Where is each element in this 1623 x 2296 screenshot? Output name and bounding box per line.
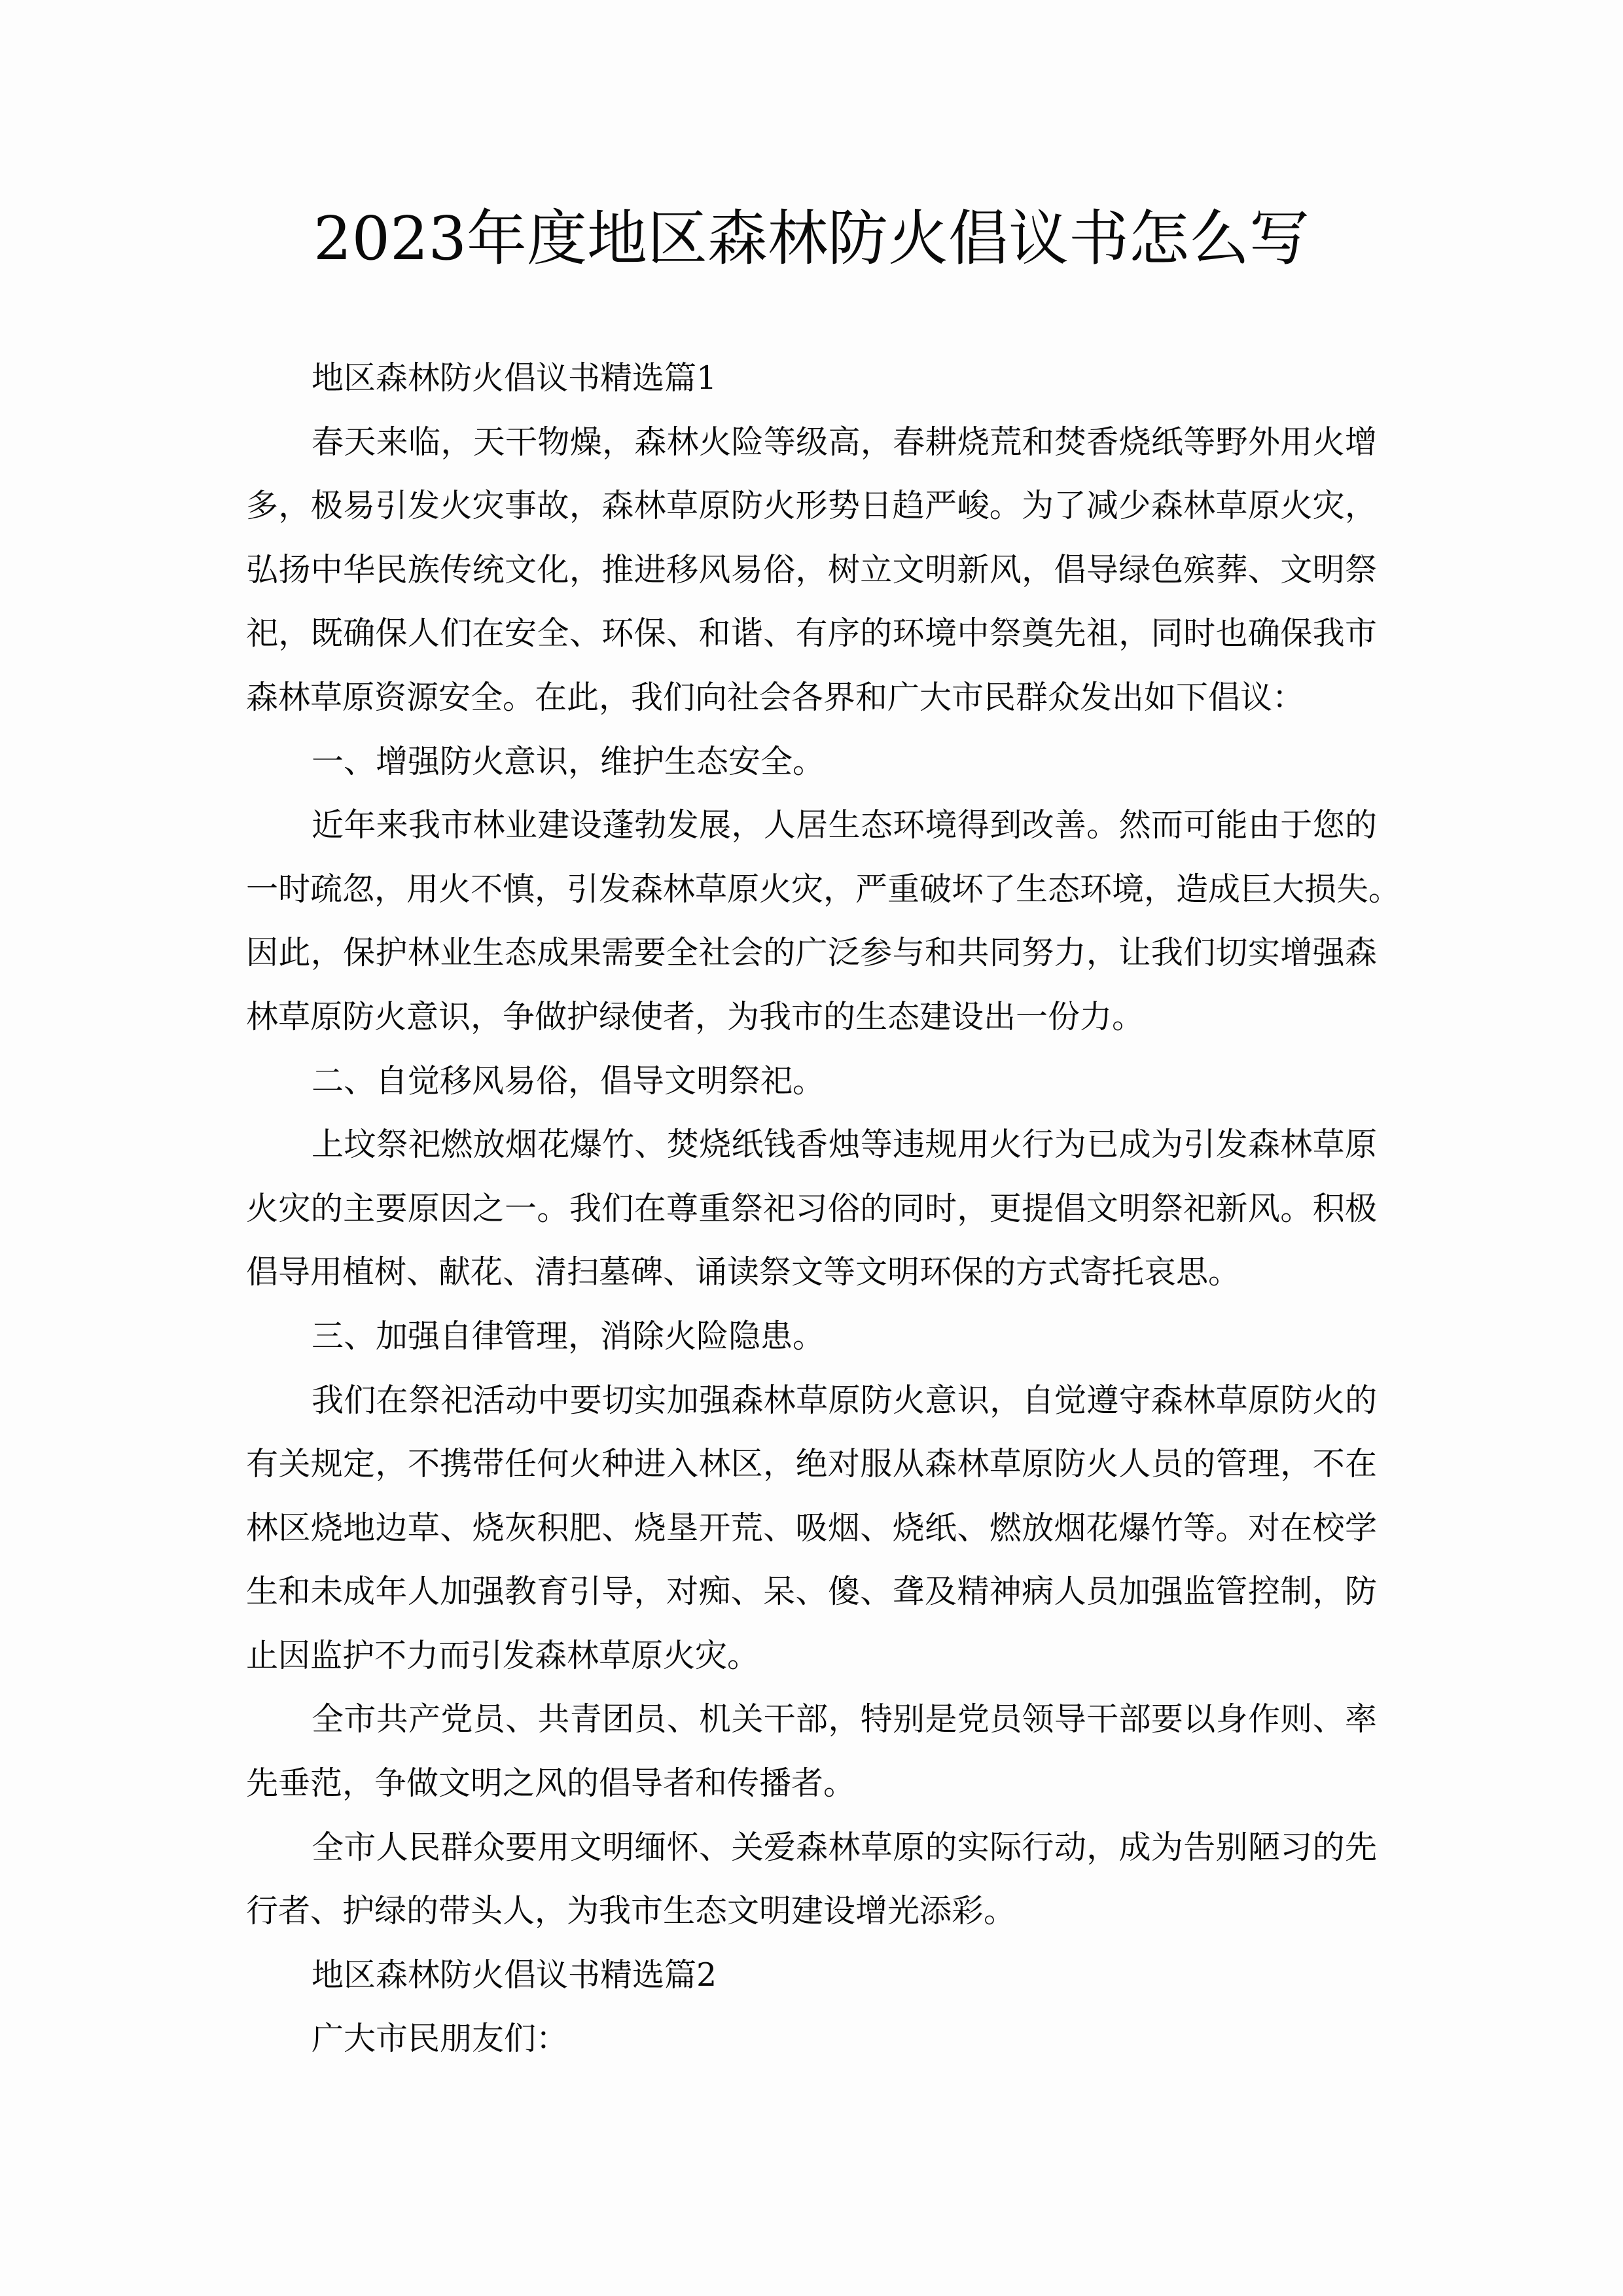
- paragraph-line: 倡导用植树、献花、清扫墓碑、诵读祭文等文明环保的方式寄托哀思。: [246, 1253, 1241, 1291]
- paragraph-line: 一时疏忽，用火不慎，引发森林草原火灾，严重破坏了生态环境，造成巨大损失。: [246, 870, 1401, 908]
- section-heading-2: 地区森林防火倡议书精选篇2: [312, 1956, 717, 1994]
- paragraph-line: 止因监护不力而引发森林草原火灾。: [246, 1636, 760, 1674]
- document-body: [246, 353, 1401, 2078]
- paragraph-line: 祀，既确保人们在安全、环保、和谐、有序的环境中祭奠先祖，同时也确保我市: [246, 615, 1377, 653]
- paragraph-line: 火灾的主要原因之一。我们在尊重祭祀习俗的同时，更提倡文明祭祀新风。积极: [246, 1189, 1377, 1227]
- point-heading-2: 二、自觉移风易俗，倡导文明祭祀。: [312, 1062, 825, 1100]
- paragraph-line: 森林草原资源安全。在此，我们向社会各界和广大市民群众发出如下倡议：: [246, 678, 1305, 716]
- paragraph-line: 春天来临，天干物燥，森林火险等级高，春耕烧荒和焚香烧纸等野外用火增: [312, 423, 1377, 461]
- paragraph-line: 近年来我市林业建设蓬勃发展，人居生态环境得到改善。然而可能由于您的: [312, 806, 1377, 844]
- paragraph-line: 林草原防火意识，争做护绿使者，为我市的生态建设出一份力。: [246, 997, 1145, 1035]
- paragraph-line: 有关规定，不携带任何火种进入林区，绝对服从森林草原防火人员的管理，不在: [246, 1445, 1377, 1483]
- paragraph-line: 全市人民群众要用文明缅怀、关爱森林草原的实际行动，成为告别陋习的先: [312, 1828, 1377, 1866]
- paragraph-line: 多，极易引发火灾事故，森林草原防火形势日趋严峻。为了减少森林草原火灾，: [246, 487, 1377, 525]
- paragraph-line: 我们在祭祀活动中要切实加强森林草原防火意识，自觉遵守森林草原防火的: [312, 1381, 1377, 1419]
- paragraph-line: 因此，保护林业生态成果需要全社会的广泛参与和共同努力，让我们切实增强森: [246, 934, 1377, 972]
- paragraph-line: 全市共产党员、共青团员、机关干部，特别是党员领导干部要以身作则、率: [312, 1700, 1377, 1738]
- paragraph-line: 林区烧地边草、烧灰积肥、烧垦开荒、吸烟、烧纸、燃放烟花爆竹等。对在校学: [246, 1509, 1377, 1547]
- paragraph-line: 行者、护绿的带头人，为我市生态文明建设增光添彩。: [246, 1892, 1016, 1930]
- document-title: 2023年度地区森林防火倡议书怎么写: [313, 204, 1310, 274]
- paragraph-line: 弘扬中华民族传统文化，推进移风易俗，树立文明新风，倡导绿色殡葬、文明祭: [246, 550, 1377, 588]
- point-heading-1: 一、增强防火意识，维护生态安全。: [312, 742, 825, 780]
- paragraph-line: 生和未成年人加强教育引导，对痴、呆、傻、聋及精神病人员加强监管控制，防: [246, 1573, 1377, 1611]
- paragraph-line: 先垂范，争做文明之风的倡导者和传播者。: [246, 1765, 856, 1803]
- section-heading-1: 地区森林防火倡议书精选篇1: [312, 359, 717, 397]
- point-heading-3: 三、加强自律管理，消除火险隐患。: [312, 1317, 825, 1355]
- paragraph-line: 上坟祭祀燃放烟花爆竹、焚烧纸钱香烛等违规用火行为已成为引发森林草原: [312, 1126, 1377, 1164]
- salutation: 广大市民朋友们：: [312, 2020, 569, 2058]
